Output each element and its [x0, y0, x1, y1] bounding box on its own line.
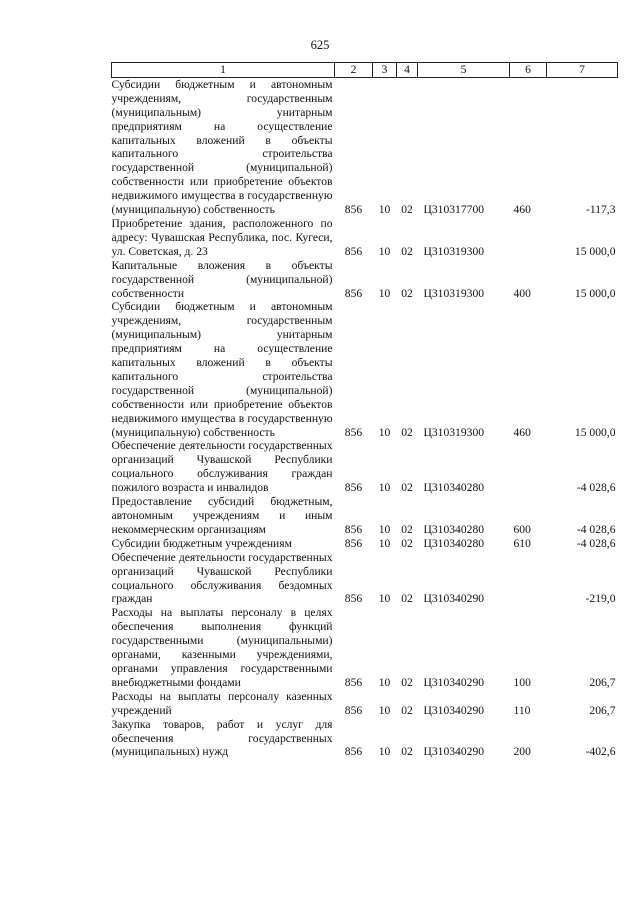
table-row [112, 77, 618, 217]
row-subsection-code: 02 [401, 536, 413, 550]
row-target-article: Ц310340280 [423, 481, 485, 495]
row-expense-type: 100 [513, 675, 531, 689]
row-target-article: Ц310317700 [423, 203, 485, 217]
row-target-article: Ц310340290 [423, 745, 485, 759]
row-expense-type: 400 [513, 286, 531, 300]
table-row [112, 537, 618, 551]
header-col-2: 2 [335, 63, 373, 78]
row-subsection-code: 02 [401, 203, 413, 217]
row-description: Приобретение здания, расположенного по адресу: Чувашская Республика, пос. Кугеси, ул. Советская, д. 23 [111, 216, 333, 258]
row-section-code: 10 [378, 244, 391, 258]
table-row [112, 718, 618, 760]
row-amount: -219,0 [585, 592, 616, 606]
header-col-4: 4 [397, 63, 418, 78]
page-number: 625 [310, 38, 330, 52]
table-row [112, 300, 618, 439]
row-expense-type: 600 [513, 522, 531, 536]
row-amount: 15 000,0 [574, 244, 616, 258]
row-target-article: Ц310319300 [423, 286, 485, 300]
row-target-article: Ц310340280 [423, 536, 485, 550]
row-description: Предоставление субсидий бюджетным, автономным учреждениям и иным некоммерческим организациям [111, 495, 333, 536]
row-target-article: Ц310340290 [423, 703, 485, 717]
row-amount: 206,7 [589, 675, 616, 689]
row-description: Субсидии бюджетным и автономным учреждениям, государственным (муниципальным) унитарным предприятиям на осуществление капитальных вложений в объекты капитального строительства государственной (муниципальной) собственности или приобретение объектов недвижимого имущества в государственную (муниципальную) собственность [111, 300, 333, 439]
row-subsection-code: 02 [401, 675, 413, 689]
header-col-6: 6 [510, 63, 547, 78]
row-grbs-code: 856 [344, 522, 363, 536]
row-amount: -4 028,6 [576, 536, 616, 550]
row-expense-type: 460 [513, 425, 531, 439]
row-grbs-code: 856 [344, 703, 363, 717]
row-subsection-code: 02 [401, 425, 413, 439]
row-section-code: 10 [378, 425, 391, 439]
row-section-code: 10 [378, 481, 391, 495]
row-target-article: Ц310319300 [423, 425, 485, 439]
row-amount: -117,3 [585, 203, 616, 217]
row-section-code: 10 [378, 286, 391, 300]
row-section-code: 10 [378, 536, 391, 550]
row-description: Субсидии бюджетным учреждениям [111, 536, 292, 550]
row-section-code: 10 [378, 675, 391, 689]
row-target-article: Ц310340280 [423, 522, 485, 536]
row-description: Закупка товаров, работ и услуг для обеспечения государственных (муниципальных) нужд [111, 717, 333, 759]
row-expense-type: 460 [513, 203, 531, 217]
row-grbs-code: 856 [344, 286, 363, 300]
row-subsection-code: 02 [401, 745, 413, 759]
row-description: Расходы на выплаты персоналу в целях обеспечения выполнения функций государственными (муниципальными) органами, казенными учреждениями, органами управления государственными внебюджетными фондами [111, 606, 333, 689]
row-section-code: 10 [378, 745, 391, 759]
table-row [112, 606, 618, 689]
table-row [112, 259, 618, 301]
row-subsection-code: 02 [401, 592, 413, 606]
row-amount: 15 000,0 [574, 425, 616, 439]
row-amount: -4 028,6 [576, 522, 616, 536]
row-target-article: Ц310340290 [423, 675, 485, 689]
row-expense-type: 110 [513, 703, 531, 717]
row-grbs-code: 856 [344, 244, 363, 258]
row-expense-type [510, 551, 547, 607]
row-section-code: 10 [378, 703, 391, 717]
row-description: Обеспечение деятельности государственных организаций Чувашской Республики социального обслуживания бездомных граждан [111, 550, 333, 606]
row-grbs-code: 856 [344, 425, 363, 439]
row-amount: 206,7 [589, 703, 616, 717]
row-subsection-code: 02 [401, 481, 413, 495]
row-description: Капитальные вложения в объекты государственной (муниципальной) собственности [111, 258, 333, 300]
table-row [112, 495, 618, 537]
row-section-code: 10 [378, 522, 391, 536]
row-amount: -402,6 [585, 745, 616, 759]
table-row [112, 551, 618, 607]
row-amount: 15 000,0 [574, 286, 616, 300]
table-body [112, 77, 618, 759]
header-row [112, 63, 618, 78]
row-subsection-code: 02 [401, 703, 413, 717]
table-row [112, 690, 618, 718]
row-expense-type: 200 [513, 745, 531, 759]
row-grbs-code: 856 [344, 592, 363, 606]
row-expense-type [510, 217, 547, 259]
row-expense-type: 610 [513, 536, 531, 550]
table-header [112, 63, 618, 78]
row-subsection-code: 02 [401, 286, 413, 300]
table-row [112, 439, 618, 495]
row-target-article: Ц310319300 [423, 244, 485, 258]
row-grbs-code: 856 [344, 536, 363, 550]
row-description: Расходы на выплаты персоналу казенных учреждений [111, 689, 333, 717]
row-subsection-code: 02 [401, 244, 413, 258]
row-target-article: Ц310340290 [423, 592, 485, 606]
row-subsection-code: 02 [401, 522, 413, 536]
header-col-3: 3 [373, 63, 397, 78]
row-description: Субсидии бюджетным и автономным учреждениям, государственным (муниципальным) унитарным предприятиям на осуществление капитальных вложений в объекты капитального строительства государственной (муниципальной) собственности или приобретение объектов недвижимого имущества в государственную (муниципальную) собственность [111, 77, 333, 217]
row-grbs-code: 856 [344, 481, 363, 495]
row-grbs-code: 856 [344, 745, 363, 759]
row-expense-type [510, 439, 547, 495]
header-col-5: 5 [418, 63, 510, 78]
budget-table [111, 62, 618, 759]
table-row [112, 217, 618, 259]
row-grbs-code: 856 [344, 675, 363, 689]
row-section-code: 10 [378, 592, 391, 606]
header-col-7: 7 [547, 63, 618, 78]
row-section-code: 10 [378, 203, 391, 217]
row-grbs-code: 856 [344, 203, 363, 217]
header-col-1: 1 [112, 63, 335, 78]
row-amount: -4 028,6 [576, 481, 616, 495]
row-description: Обеспечение деятельности государственных организаций Чувашской Республики социального обслуживания граждан пожилого возраста и инвалидов [111, 439, 333, 495]
